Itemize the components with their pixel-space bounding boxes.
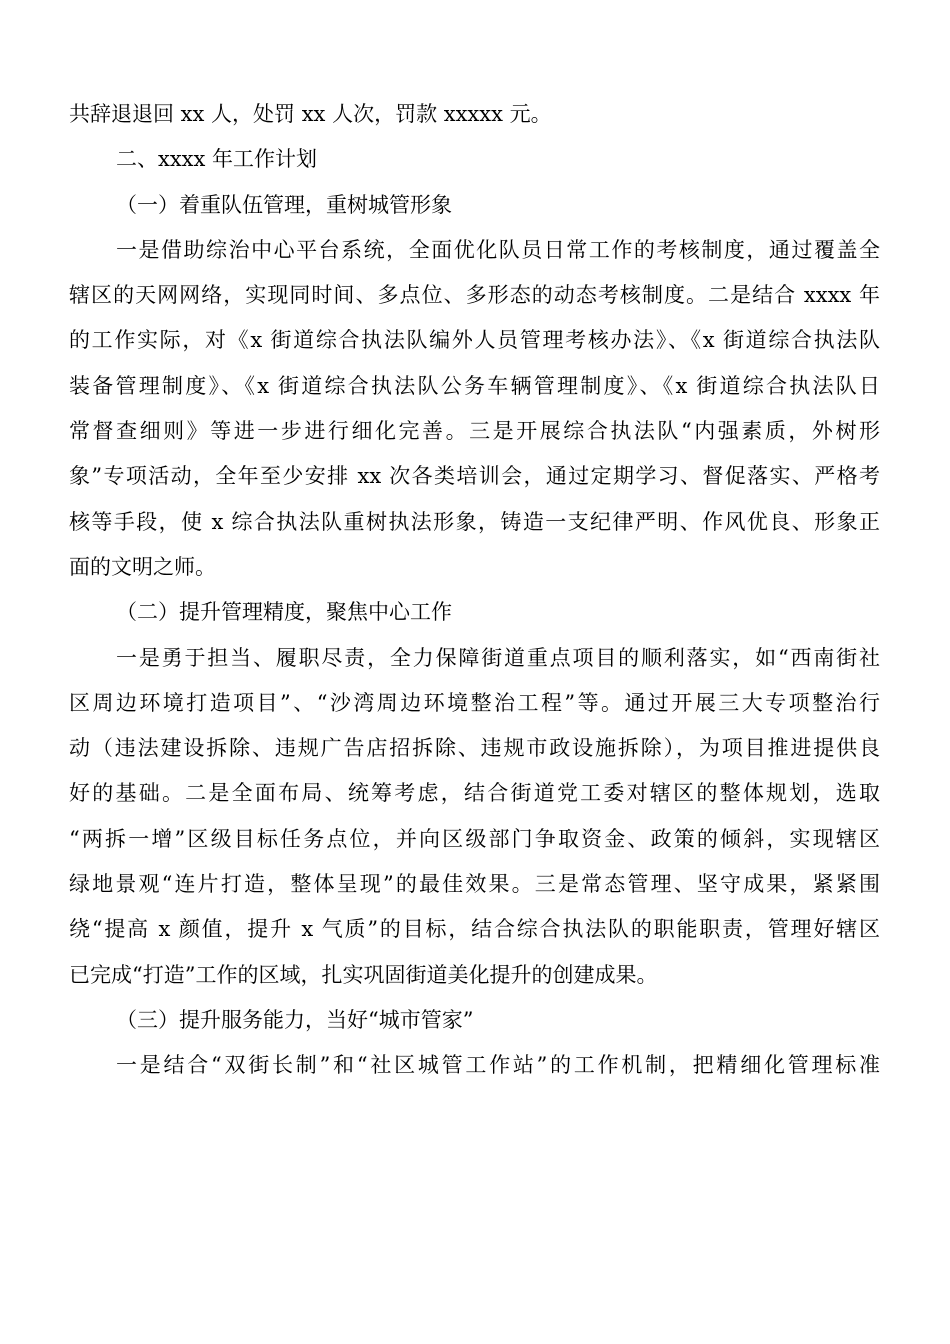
paragraph-line: 核等手段，使 x 综合执法队重树执法形象，铸造一支纪律严明、作风优良、形象正	[69, 509, 880, 534]
paragraph-line: 装备管理制度》、《x 街道综合执法队公务车辆管理制度》、《x 街道综合执法队日	[69, 373, 880, 398]
text-line: 共辞退退回 xx 人，处罚 xx 人次，罚款 xxxxx 元。	[69, 102, 552, 126]
paragraph-line: 已完成“打造”工作的区域，扎实巩固街道美化提升的创建成果。	[69, 962, 658, 987]
paragraph-line: 面的文明之师。	[69, 554, 216, 579]
paragraph-line: 常督查细则》等进一步进行细化完善。三是开展综合执法队“内强素质，外树形	[69, 419, 880, 444]
paragraph-line: 好的基础。二是全面布局、统筹考虑，结合街道党工委对辖区的整体规划，选取	[69, 781, 880, 806]
subsection-heading: （二）提升管理精度，聚焦中心工作	[116, 600, 452, 625]
paragraph-line: 一是结合“双街长制”和“社区城管工作站”的工作机制，把精细化管理标准	[116, 1053, 880, 1078]
paragraph-line: 一是勇于担当、履职尽责，全力保障街道重点项目的顺利落实，如“西南街社	[116, 645, 880, 670]
paragraph-line: 绕“提高 x 颜值，提升 x 气质”的目标，结合综合执法队的职能职责，管理好辖区	[69, 917, 880, 942]
paragraph-line: 的工作实际，对《x 街道综合执法队编外人员管理考核办法》、《x 街道综合执法队	[69, 328, 880, 353]
paragraph-line: 绿地景观“连片打造，整体呈现”的最佳效果。三是常态管理、坚守成果，紧紧围	[69, 872, 880, 897]
section-heading: 二、xxxx 年工作计划	[116, 147, 318, 172]
paragraph-line: 区周边环境打造项目”、“沙湾周边环境整治工程”等。通过开展三大专项整治行	[69, 690, 880, 715]
paragraph-line: “两拆一增”区级目标任务点位，并向区级部门争取资金、政策的倾斜，实现辖区	[69, 826, 880, 851]
body-text	[69, 92, 880, 1089]
paragraph-line: 辖区的天网网络，实现同时间、多点位、多形态的动态考核制度。二是结合 xxxx 年	[69, 283, 880, 308]
subsection-heading: （一）着重队伍管理，重树城管形象	[116, 192, 452, 217]
paragraph-line: 一是借助综治中心平台系统，全面优化队员日常工作的考核制度，通过覆盖全	[116, 237, 880, 262]
paragraph-line: 动（违法建设拆除、违规广告店招拆除、违规市政设施拆除），为项目推进提供良	[69, 736, 880, 761]
paragraph-line: 象”专项活动，全年至少安排 xx 次各类培训会，通过定期学习、督促落实、严格考	[69, 464, 880, 489]
subsection-heading: （三）提升服务能力，当好“城市管家”	[116, 1007, 474, 1032]
